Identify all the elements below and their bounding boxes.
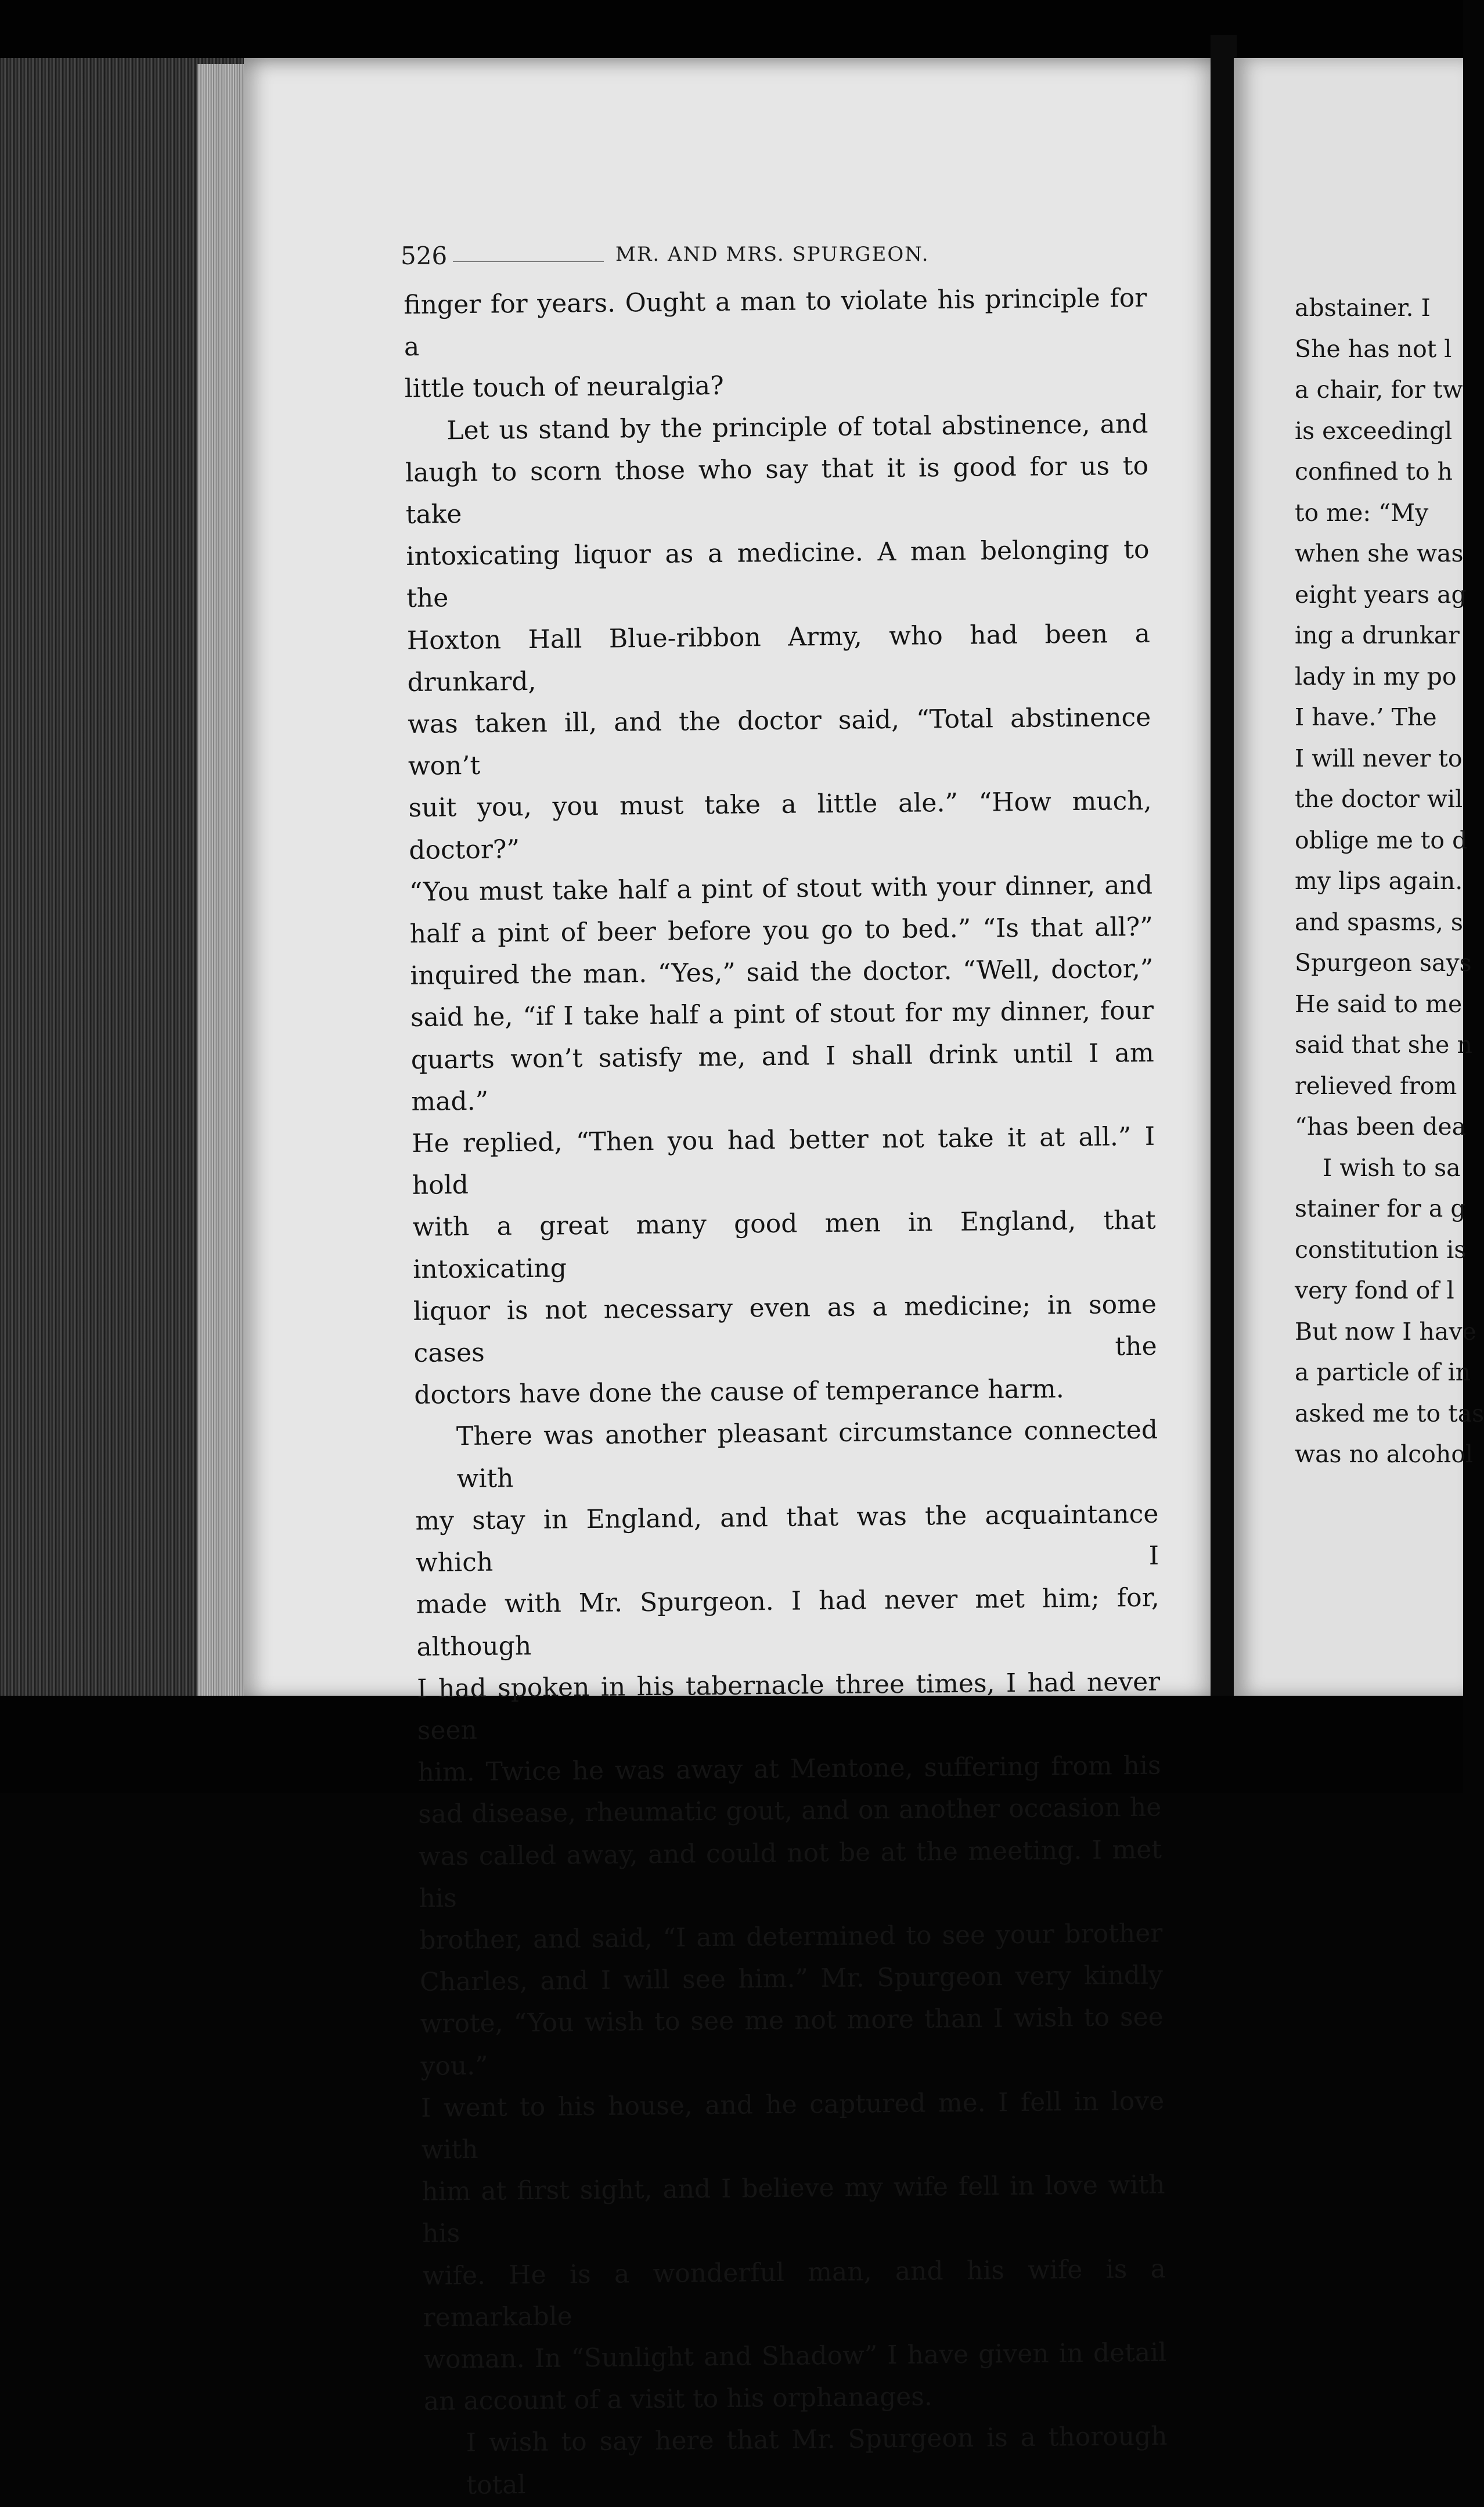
left-page-text-line: Let us stand by the principle of total abstinence, and (446, 409, 1148, 445)
right-page-text-line: But now I have (1295, 1317, 1476, 1346)
left-page-text-line: wife. He is a wonderful man, and his wife is a remarkable (422, 2254, 1166, 2333)
left-page-text-line: Hoxton Hall Blue-ribbon Army, who had been a drunkard, (406, 618, 1151, 697)
right-page-text-line: said that she n (1295, 1031, 1472, 1059)
right-page-text-line: I have.’ The (1295, 703, 1437, 731)
right-page-text-line: to me: “My (1295, 498, 1429, 527)
left-page-text-line: him. Twice he was away at Mentone, suffering from his (417, 1750, 1161, 1787)
right-page-text-line: a particle of in (1295, 1358, 1471, 1386)
left-page-text-line: I had spoken in his tabernacle three times, I had never seen (416, 1667, 1161, 1746)
book-gutter (1211, 35, 1237, 1719)
left-page-text-line: wrote, “You wish to see me not more than I wish to see you.” (420, 2002, 1164, 2081)
left-page-text-line: my stay in England, and that was the acquaintance which I (415, 1499, 1159, 1578)
right-page-text-line: abstainer. I (1295, 294, 1431, 322)
right-page-text-line: constitution is (1295, 1235, 1467, 1264)
right-page-text-line: Spurgeon says (1295, 949, 1472, 977)
left-page-text-line: with a great many good men in England, that intoxicating (412, 1206, 1156, 1285)
right-page-text-line: oblige me to d (1295, 826, 1468, 854)
left-page-text-line: half a pint of beer before you go to bed.” “Is that all?” (409, 912, 1153, 949)
left-page-text-line: He replied, “Then you had better not take it at all.” I hold (411, 1121, 1155, 1201)
left-page-text-line: I went to his house, and he captured me. I fell in love with (420, 2086, 1165, 2165)
right-page-text-line: relieved from (1295, 1071, 1457, 1100)
left-page-text-line: quarts won’t satisfy me, and I shall drink until I am mad.” (410, 1038, 1155, 1117)
left-page-text-line: made with Mr. Spurgeon. I had never met him; for, although (416, 1582, 1160, 1662)
left-page-text-line: little touch of neuralgia? (404, 371, 724, 404)
right-page-text-line: “has been dea (1295, 1113, 1467, 1141)
right-page-text-line: confined to h (1295, 458, 1453, 485)
left-page-text-line: finger for years. Ought a man to violate his principle for a (404, 283, 1147, 362)
left-page-text-line: suit you, you must take a little ale.” “How much, doctor?” (408, 786, 1152, 865)
right-page-text-line: ing a drunkar (1295, 621, 1460, 649)
left-page-text-line: was called away, and could not be at the meeting. I met his (418, 1835, 1162, 1913)
right-page-text-line: is exceedingl (1295, 416, 1453, 445)
right-page-partial-text (1295, 287, 1484, 1475)
running-head: MR. AND MRS. SPURGEON. (615, 243, 930, 266)
left-page-text-line: an account of a visit to his orphanages. (423, 2382, 933, 2416)
left-page-text-line: said he, “if I take half a pint of stout for my dinner, four (410, 996, 1154, 1033)
right-page-text-line: He said to me (1295, 990, 1463, 1018)
left-page-text-line: There was another pleasant circumstance connected with (456, 1415, 1158, 1494)
page-number: 526 (401, 242, 448, 270)
right-page-text-line: stainer for a g (1295, 1195, 1466, 1222)
left-page-text-line: laugh to scorn those who say that it is good for us to take (405, 451, 1149, 530)
left-page-body-text (404, 278, 1168, 2507)
left-page-text-line: intoxicating liquor as a medicine. A man belonging to the (406, 534, 1150, 614)
right-page-text-line: a chair, for tw (1295, 376, 1463, 404)
left-page-text-line: I wish to say here that Mr. Spurgeon is a thorough total (466, 2421, 1168, 2500)
right-page-text-line: the doctor wil (1295, 785, 1463, 813)
left-page-text-line: sad disease, rheumatic gout, and on another occasion he (418, 1792, 1162, 1830)
right-page-text-line: eight years ag (1295, 580, 1467, 609)
right-page-text-line: very fond of l (1295, 1276, 1454, 1304)
page-header (401, 239, 1155, 274)
right-page-text-line: I wish to sa (1323, 1153, 1461, 1182)
right-page-text-line: was no alcohol (1295, 1440, 1474, 1468)
left-page-text-line: woman. In “Sunlight and Shadow” I have given in detail (423, 2337, 1167, 2375)
left-page-text-line: was taken ill, and the doctor said, “Total abstinence won’t (408, 702, 1151, 782)
right-page-text-line: when she was (1295, 539, 1464, 567)
left-page-text-line: liquor is not necessary even as a medicine; in some cases the (413, 1289, 1157, 1368)
right-page-text-line: lady in my po (1295, 662, 1457, 690)
right-page-text-line: asked me to tas (1295, 1399, 1484, 1427)
left-page-text-line: “You must take half a pint of stout with your dinner, and (409, 870, 1153, 907)
left-page-text-line: Charles, and I will see him.” Mr. Spurgeon very kindly (419, 1960, 1164, 1997)
right-page-text-line: I will never to (1295, 744, 1463, 772)
left-page-text-line: doctors have done the cause of temperance harm. (414, 1374, 1064, 1411)
left-page-text-line: brother, and said, “I am determined to see your brother (419, 1918, 1163, 1955)
right-page-text-line: She has not l (1295, 334, 1452, 363)
left-page-text-line: him at first sight, and I believe my wife fell in love with his (422, 2170, 1165, 2249)
header-rule (453, 261, 604, 262)
right-page-text-line: my lips again. (1295, 867, 1463, 895)
left-page-text-line: inquired the man. “Yes,” said the doctor. “Well, doctor,” (410, 954, 1154, 991)
right-page-text-line: and spasms, s (1295, 908, 1463, 936)
